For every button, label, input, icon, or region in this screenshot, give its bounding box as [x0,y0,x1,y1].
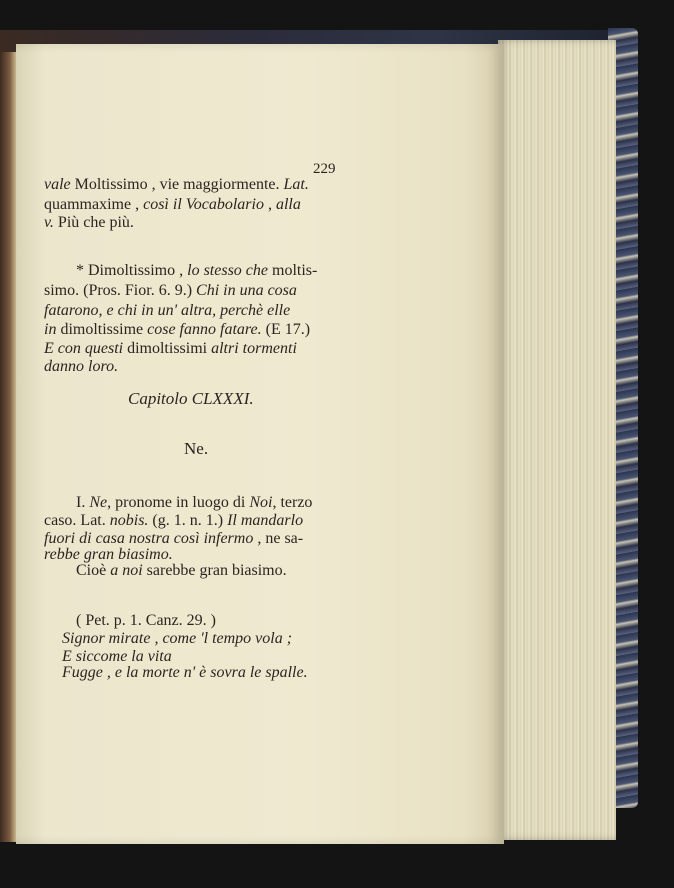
text-line: fatarono, e chi in un' altra, perchè elle [44,302,291,319]
text-line: Fugge , e la morte n' è sovra le spalle. [62,664,308,681]
text-line: rebbe gran biasimo. [44,546,173,563]
section-title: Ne. [184,439,209,458]
text-line: danno loro. [44,358,119,375]
text-line: Signor mirate , come 'l tempo vola ; [62,630,293,647]
text-line: fuori di casa nostra così infermo , ne sa- [44,530,304,547]
text-line: Cioè a noi sarebbe gran biasimo. [76,562,287,579]
text-line: E siccome la vita [62,648,172,665]
text-line: ( Pet. p. 1. Canz. 29. ) [76,612,216,629]
text-line: * Dimoltissimo , lo stesso che moltis- [76,262,318,279]
text-line: E con questi dimoltissimi altri tormenti [44,340,297,357]
chapter-heading: Capitolo CLXXXI. [128,389,254,408]
text-line: simo. (Pros. Fior. 6. 9.) Chi in una cosa [44,282,297,299]
text-line: quammaxime , così il Vocabolario , alla [44,196,301,213]
text-line: v. Più che più. [44,214,134,231]
text-line: vale Moltissimo , vie maggiormente. Lat. [44,176,309,193]
text-line: in dimoltissime cose fanno fatare. (E 17.) [44,321,311,338]
text-line: I. Ne, pronome in luogo di Noi, terzo [76,494,313,511]
text-line: caso. Lat. nobis. (g. 1. n. 1.) Il mandarlo [44,512,304,529]
page-number: 229 [313,161,336,177]
